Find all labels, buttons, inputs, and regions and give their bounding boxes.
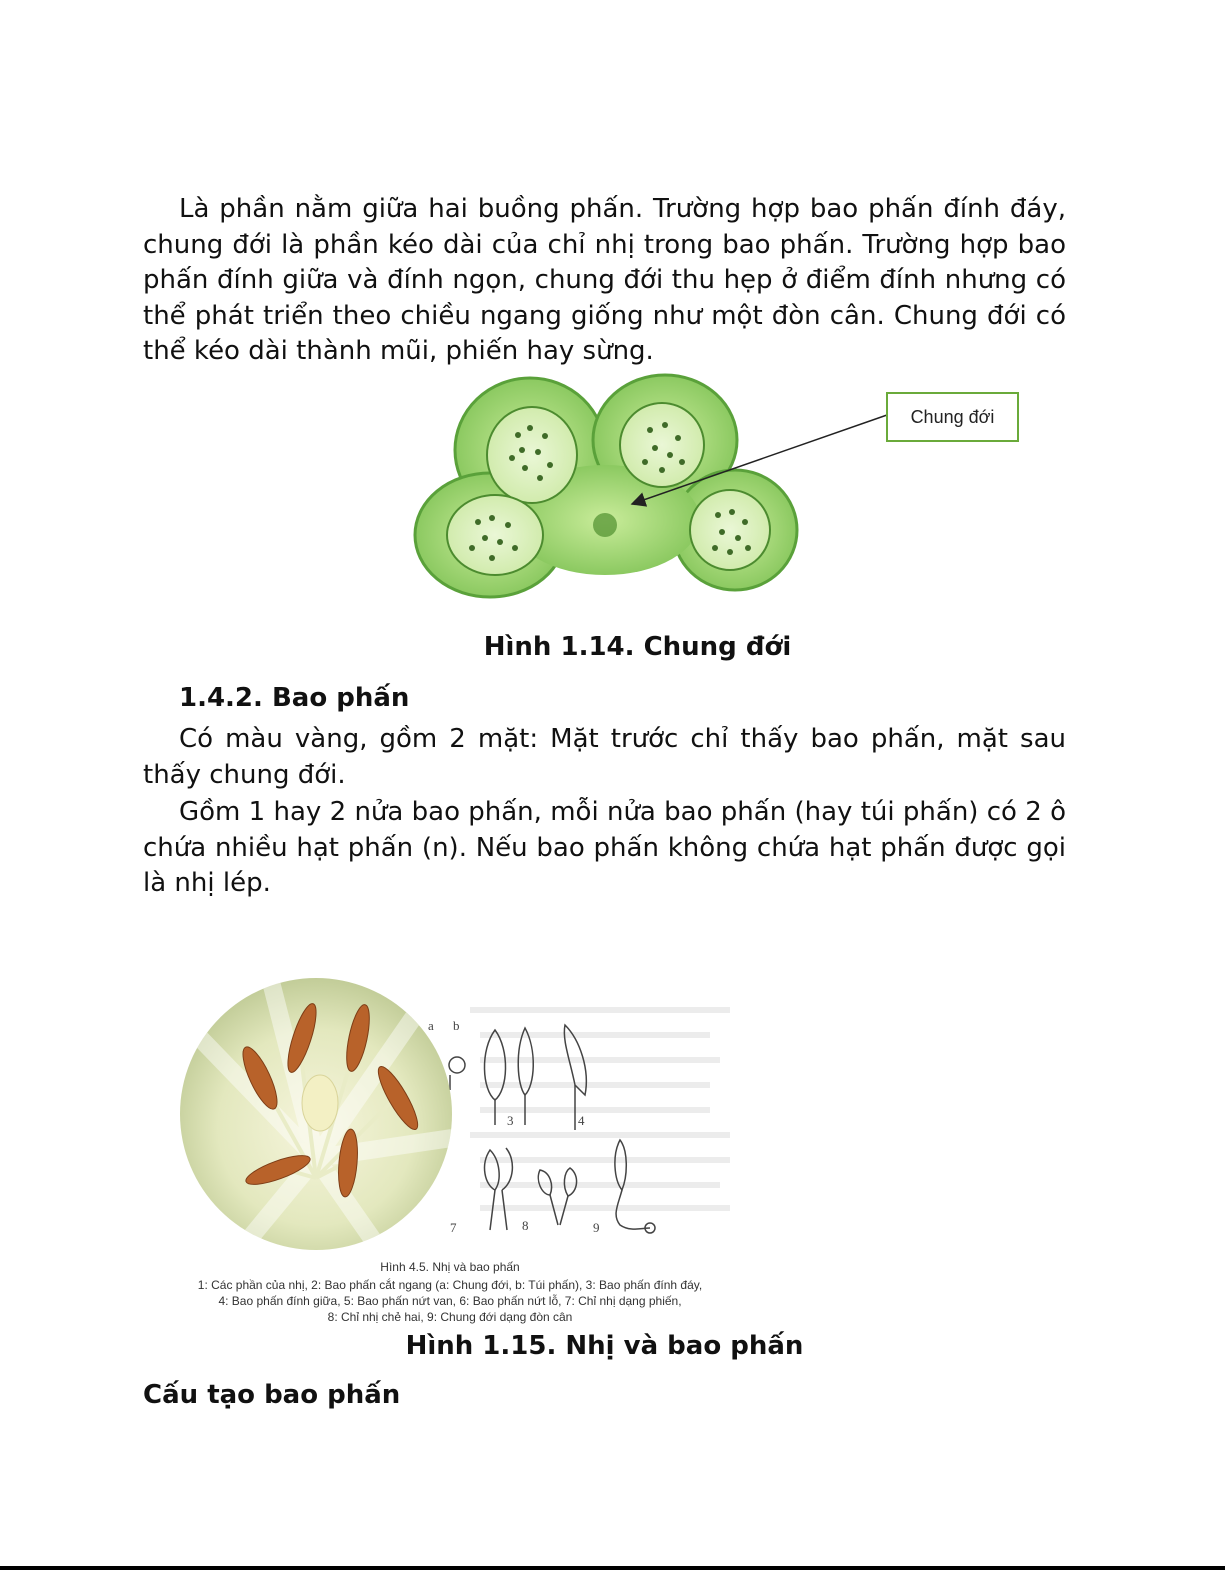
sketch-legend-line-2: 4: Bao phấn đính giữa, 5: Bao phấn nứt van, 6: Bao phấn nứt lỗ, 7: Chỉ nhị dạng phiến,	[218, 1294, 682, 1308]
sketch-label-8: 8	[522, 1218, 529, 1233]
bao-phan-heading: 1.4.2. Bao phấn	[179, 683, 410, 713]
page-bottom-rule	[0, 1566, 1225, 1570]
callout-arrow	[600, 400, 900, 520]
sketch-label-a: a	[428, 1018, 434, 1033]
sketch-legend-line-1: 1: Các phần của nhị, 2: Bao phấn cắt ngang (a: Chung đới, b: Túi phấn), 3: Bao phấn đính đáy,	[197, 1278, 703, 1292]
sketch-legend-line-3: 8: Chỉ nhị chẻ hai, 9: Chung đới dạng đòn cân	[327, 1310, 573, 1324]
sketch-label-9: 9	[593, 1220, 600, 1235]
sketch-label-7: 7	[450, 1220, 457, 1235]
bao-phan-paragraph-2: Gồm 1 hay 2 nửa bao phấn, mỗi nửa bao phấn (hay túi phấn) có 2 ô chứa nhiều hạt phấn (n). Nếu bao phấn không chứa hạt phấn được gọi là nhị lép.	[143, 797, 1066, 898]
bao-phan-paragraph-1: Có màu vàng, gồm 2 mặt: Mặt trước chỉ thấy bao phấn, mặt sau thấy chung đới.	[143, 724, 1066, 790]
cau-tao-bao-phan-subheading: Cấu tạo bao phấn	[143, 1380, 401, 1410]
chung-doi-paragraph: Là phần nằm giữa hai buồng phấn. Trường hợp bao phấn đính đáy, chung đới là phần kéo dài của chỉ nhị trong bao phấn. Trường hợp bao phấn đính giữa và đính ngọn, chung đới thu hẹp ở điểm đính nhưng có thể phát triển theo chiều ngang giống như một đòn cân. Chung đới có thể kéo dài thành mũi, phiến hay sừng.	[143, 194, 1066, 366]
lily-stamen-photo	[180, 978, 452, 1254]
sketch-label-b: b	[453, 1018, 460, 1033]
sketch-label-4: 4	[578, 1113, 585, 1128]
sketch-title: Hình 4.5. Nhị và bao phấn	[380, 1260, 520, 1274]
figure-1-15-caption: Hình 1.15. Nhị và bao phấn	[405, 1331, 804, 1361]
figure-1-14-caption: Hình 1.14. Chung đới	[483, 632, 792, 662]
sketch-label-3: 3	[507, 1113, 514, 1128]
chung-doi-callout-label: Chung đới	[886, 392, 1019, 442]
